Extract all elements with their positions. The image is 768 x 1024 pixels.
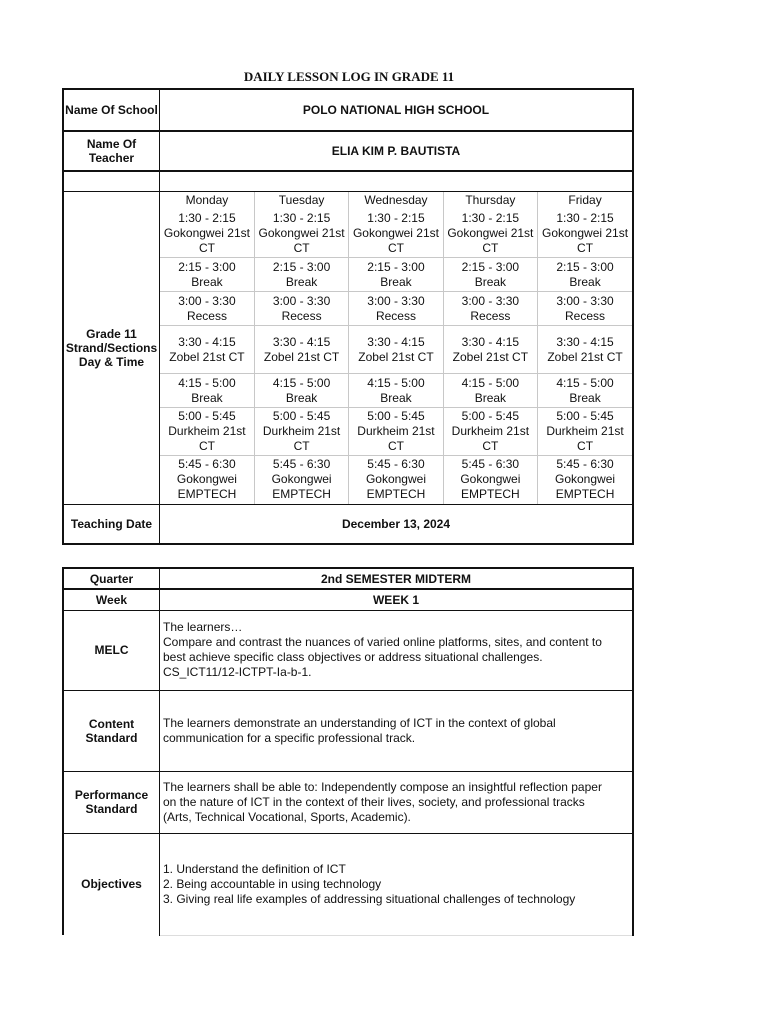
schedule-slot xyxy=(349,258,443,292)
performance-standard-label: Performance Standard xyxy=(63,771,160,833)
schedule-slot xyxy=(538,326,632,374)
slot-class: Gokongwei 21st CT xyxy=(447,225,534,255)
blank-label xyxy=(63,171,160,191)
slot-time: 3:30 - 4:15 xyxy=(461,334,520,349)
schedule-slot xyxy=(254,456,348,504)
schedule-slot xyxy=(538,258,632,292)
slot-time: 2:15 - 3:00 xyxy=(272,259,331,274)
day-header: Friday xyxy=(568,193,602,207)
slot-class: Gokongwei EMPTECH xyxy=(176,472,237,502)
slot-class: Break xyxy=(474,274,507,289)
schedule-slot xyxy=(254,210,348,258)
slot-time: 3:00 - 3:30 xyxy=(461,293,520,308)
slot-time: 5:45 - 6:30 xyxy=(556,457,614,472)
schedule-slot xyxy=(538,292,632,326)
content-standard-label: Content Standard xyxy=(63,690,160,771)
slot-time: 1:30 - 2:15 xyxy=(461,210,520,225)
slot-class: Break xyxy=(285,390,318,405)
slot-time: 3:00 - 3:30 xyxy=(556,293,614,308)
schedule-slot xyxy=(538,456,632,504)
schedule-slot xyxy=(160,258,254,292)
slot-class: Durkheim 21st CT xyxy=(357,424,435,453)
slot-class: Break xyxy=(569,274,601,289)
slot-class: Gokongwei EMPTECH xyxy=(271,472,332,502)
schedule-slot xyxy=(538,210,632,258)
schedule-cell xyxy=(160,191,634,504)
header-table xyxy=(62,88,634,545)
slot-time: 4:15 - 5:00 xyxy=(461,375,520,390)
content-standard-line: communication for a specific professional track. xyxy=(163,730,416,745)
slot-class: Break xyxy=(380,274,412,289)
week-label: Week xyxy=(63,589,160,610)
schedule-slot xyxy=(349,408,443,456)
slot-time: 3:00 - 3:30 xyxy=(367,293,425,308)
slot-time: 1:30 - 2:15 xyxy=(556,210,614,225)
slot-class: Durkheim 21st CT xyxy=(546,424,624,453)
slot-class: Break xyxy=(285,274,318,289)
slot-class: Break xyxy=(380,390,412,405)
slot-class: Zobel 21st CT xyxy=(358,349,434,364)
day-header: Wednesday xyxy=(349,192,443,210)
slot-class: Gokongwei EMPTECH xyxy=(365,472,426,502)
slot-class: Recess xyxy=(565,308,606,323)
details-table xyxy=(62,567,634,936)
slot-class: Break xyxy=(191,274,223,289)
blank-value xyxy=(160,171,634,191)
slot-time: 4:15 - 5:00 xyxy=(556,375,614,390)
slot-class: Zobel 21st CT xyxy=(547,349,623,364)
schedule-slot xyxy=(160,292,254,326)
slot-class: Gokongwei 21st CT xyxy=(163,225,250,255)
slot-class: Recess xyxy=(281,308,322,323)
slot-class: Zobel 21st CT xyxy=(169,349,245,364)
slot-time: 4:15 - 5:00 xyxy=(367,375,425,390)
slot-time: 4:15 - 5:00 xyxy=(272,375,331,390)
schedule-slot xyxy=(254,258,348,292)
slot-class: Zobel 21st CT xyxy=(263,349,340,364)
slot-time: 3:30 - 4:15 xyxy=(178,334,236,349)
performance-standard-line: (Arts, Technical Vocational, Sports, Academic). xyxy=(163,809,411,824)
content-standard-line: The learners demonstrate an understanding of ICT in the context of global xyxy=(163,715,556,730)
schedule-slot xyxy=(160,456,254,504)
schedule-slot xyxy=(349,326,443,374)
melc-text xyxy=(160,610,634,690)
slot-class: Gokongwei 21st CT xyxy=(258,225,345,255)
slot-time: 2:15 - 3:00 xyxy=(461,259,520,274)
teacher-name: ELIA KIM P. BAUTISTA xyxy=(160,131,634,171)
schedule-slot xyxy=(160,210,254,258)
slot-time: 5:00 - 5:45 xyxy=(178,409,236,423)
schedule-slot xyxy=(443,210,537,258)
performance-standard-text xyxy=(160,771,634,833)
slot-time: 3:30 - 4:15 xyxy=(556,334,614,349)
schedule-slot xyxy=(254,408,348,456)
slot-time: 3:00 - 3:30 xyxy=(178,293,236,308)
content-standard-text xyxy=(160,690,634,771)
slot-class: Break xyxy=(191,390,223,405)
melc-line: The learners… xyxy=(163,620,243,634)
slot-time: 5:00 - 5:45 xyxy=(556,409,614,423)
slot-time: 5:45 - 6:30 xyxy=(461,457,520,472)
document-title: DAILY LESSON LOG IN GRADE 11 xyxy=(243,69,455,84)
slot-class: Recess xyxy=(470,308,511,323)
schedule-slot xyxy=(349,374,443,408)
objective-item: 1. Understand the definition of ICT xyxy=(163,861,346,876)
schedule-slot xyxy=(160,408,254,456)
slot-class: Gokongwei EMPTECH xyxy=(555,472,616,502)
day-header: Tuesday xyxy=(254,192,348,210)
schedule-slot xyxy=(538,374,632,408)
schedule-slot xyxy=(349,456,443,504)
slot-time: 5:00 - 5:45 xyxy=(367,409,425,423)
slot-time: 5:45 - 6:30 xyxy=(367,457,425,472)
slot-class: Gokongwei 21st CT xyxy=(542,225,629,255)
schedule-slot xyxy=(160,326,254,374)
slot-class: Break xyxy=(474,390,507,405)
melc-line: CS_ICT11/12-ICTPT-Ia-b-1. xyxy=(163,665,312,679)
slot-class: Recess xyxy=(375,308,416,323)
slot-time: 1:30 - 2:15 xyxy=(367,210,425,225)
schedule-slot xyxy=(254,374,348,408)
slot-class: Gokongwei EMPTECH xyxy=(460,472,521,502)
performance-standard-line: on the nature of ICT in the context of their lives, society, and professional tracks xyxy=(163,794,585,809)
slot-time: 3:30 - 4:15 xyxy=(367,334,425,349)
schedule-slot xyxy=(254,326,348,374)
slot-time: 4:15 - 5:00 xyxy=(178,375,236,390)
week-value: WEEK 1 xyxy=(160,589,634,610)
teaching-date-label: Teaching Date xyxy=(63,504,160,544)
slot-class: Durkheim 21st CT xyxy=(168,424,246,453)
slot-time: 5:45 - 6:30 xyxy=(178,457,236,472)
schedule-slot xyxy=(538,408,632,456)
slot-time: 5:00 - 5:45 xyxy=(272,409,331,423)
slot-time: 1:30 - 2:15 xyxy=(272,210,331,225)
schedule-slot xyxy=(443,408,537,456)
slot-time: 2:15 - 3:00 xyxy=(556,259,614,274)
schedule-slot xyxy=(443,292,537,326)
objective-item: 3. Giving real life examples of addressing situational challenges of technology xyxy=(163,891,576,906)
teacher-label: Name Of Teacher xyxy=(63,131,160,171)
slot-class: Recess xyxy=(186,308,227,323)
melc-line: Compare and contrast the nuances of varied online platforms, sites, and content to xyxy=(163,635,602,649)
quarter-label: Quarter xyxy=(63,568,160,589)
slot-time: 2:15 - 3:00 xyxy=(178,259,236,274)
slot-class: Durkheim 21st CT xyxy=(451,424,530,453)
objectives-label: Objectives xyxy=(63,833,160,935)
schedule-slot xyxy=(443,456,537,504)
schedule-slot xyxy=(160,374,254,408)
slot-class: Break xyxy=(569,390,601,405)
schedule-grid xyxy=(160,192,632,504)
school-label: Name Of School xyxy=(63,89,160,131)
slot-class: Zobel 21st CT xyxy=(452,349,529,364)
objectives-text xyxy=(160,833,634,935)
teaching-date: December 13, 2024 xyxy=(341,516,451,531)
slot-class: Gokongwei 21st CT xyxy=(352,225,439,255)
slot-time: 5:45 - 6:30 xyxy=(272,457,331,472)
schedule-slot xyxy=(443,374,537,408)
schedule-slot xyxy=(443,258,537,292)
schedule-slot xyxy=(349,292,443,326)
day-header: Thursday xyxy=(443,192,537,210)
slot-time: 5:00 - 5:45 xyxy=(461,409,520,423)
slot-class: Durkheim 21st CT xyxy=(262,424,341,453)
schedule-slot xyxy=(443,326,537,374)
slot-time: 3:30 - 4:15 xyxy=(272,334,331,349)
melc-line: best achieve specific class objectives or address situational challenges. xyxy=(163,650,543,664)
objective-item: 2. Being accountable in using technology xyxy=(163,876,382,891)
schedule-slot xyxy=(254,292,348,326)
slot-time: 3:00 - 3:30 xyxy=(272,293,331,308)
melc-label: MELC xyxy=(63,610,160,690)
school-name: POLO NATIONAL HIGH SCHOOL xyxy=(160,89,634,131)
performance-standard-line: The learners shall be able to: Independently compose an insightful reflection paper xyxy=(163,779,602,794)
day-header: Monday xyxy=(160,192,254,210)
schedule-slot xyxy=(349,210,443,258)
slot-time: 1:30 - 2:15 xyxy=(178,210,236,225)
schedule-label: Grade 11 Strand/Sections Day & Time xyxy=(63,191,160,504)
quarter-value: 2nd SEMESTER MIDTERM xyxy=(160,568,634,589)
slot-time: 2:15 - 3:00 xyxy=(367,259,425,274)
